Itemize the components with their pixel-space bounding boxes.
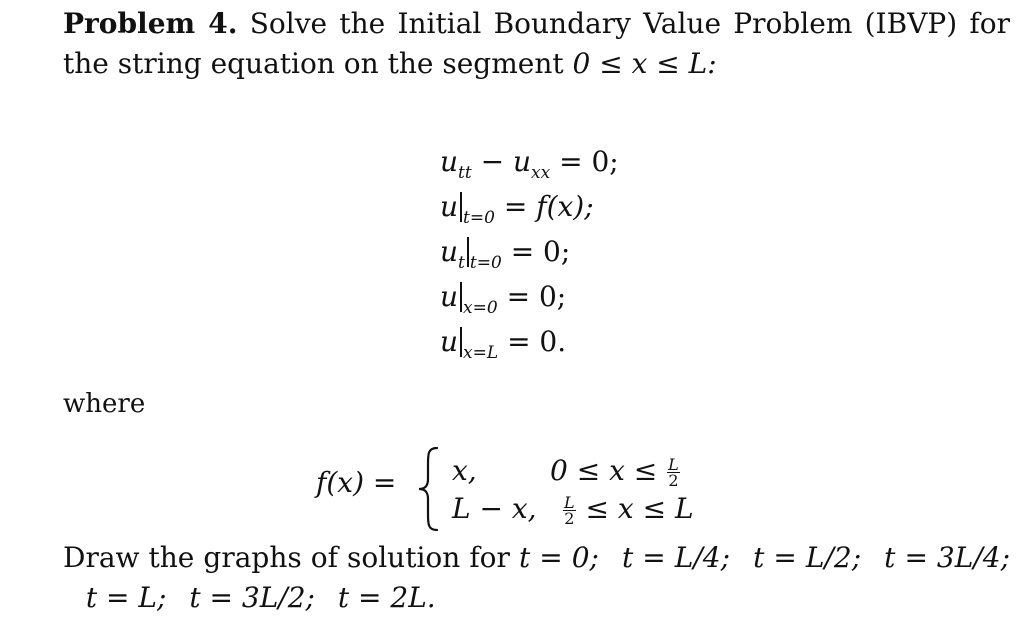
evaluation-bar — [460, 192, 462, 222]
problem-text: Solve the Initial Boundary Value Problem (IBVP) for the string equation on the segment — [63, 7, 1011, 80]
segment-condition: 0 ≤ x ≤ L: — [572, 47, 717, 80]
case1-expression: x, — [452, 454, 477, 487]
problem-statement — [25, 4, 1010, 84]
time-value: t = 3L/2; — [189, 581, 315, 614]
case2-condition: $\frac{L}{2}$ ≤ x ≤ L — [564, 492, 694, 528]
where-label: where — [63, 389, 146, 419]
evaluation-bar — [467, 237, 469, 267]
left-brace-icon — [417, 446, 441, 532]
ibvp-system — [440, 142, 619, 367]
left-boundary-condition: u $_{x=0}$ = 0; — [440, 280, 567, 318]
initial-displacement: u $_{t=0}$ = f(x); — [440, 190, 594, 228]
time-value: t = 2L. — [337, 581, 436, 614]
case2-expression: L − x, — [452, 492, 537, 525]
fraction: $\frac{L}{2}$ — [564, 493, 575, 528]
problem-heading: Problem 4. — [63, 7, 238, 40]
right-boundary-condition: u $_{x=L}$ = 0. — [440, 325, 567, 363]
instruction-paragraph — [25, 538, 1010, 618]
function-lhs: f(x) = — [316, 466, 397, 499]
case1-condition: 0 ≤ x ≤ $\frac{L}{2}$ — [550, 454, 679, 490]
evaluation-bar — [460, 327, 462, 357]
fraction: $\frac{L}{2}$ — [668, 455, 679, 490]
initial-velocity: $u_t$ $_{t=0}$ = 0; — [440, 235, 571, 273]
wave-equation: $u_{tt} - u_{xx} = 0$; — [440, 145, 619, 183]
time-value: t = L/4; — [622, 541, 731, 574]
evaluation-bar — [460, 282, 462, 312]
instruction-text: Draw the graphs of solution for — [63, 541, 510, 574]
time-value: t = L; — [85, 581, 167, 614]
time-value: t = 0; — [518, 541, 599, 574]
time-value: t = 3L/4; — [884, 541, 1011, 574]
time-value: t = L/2; — [753, 541, 862, 574]
